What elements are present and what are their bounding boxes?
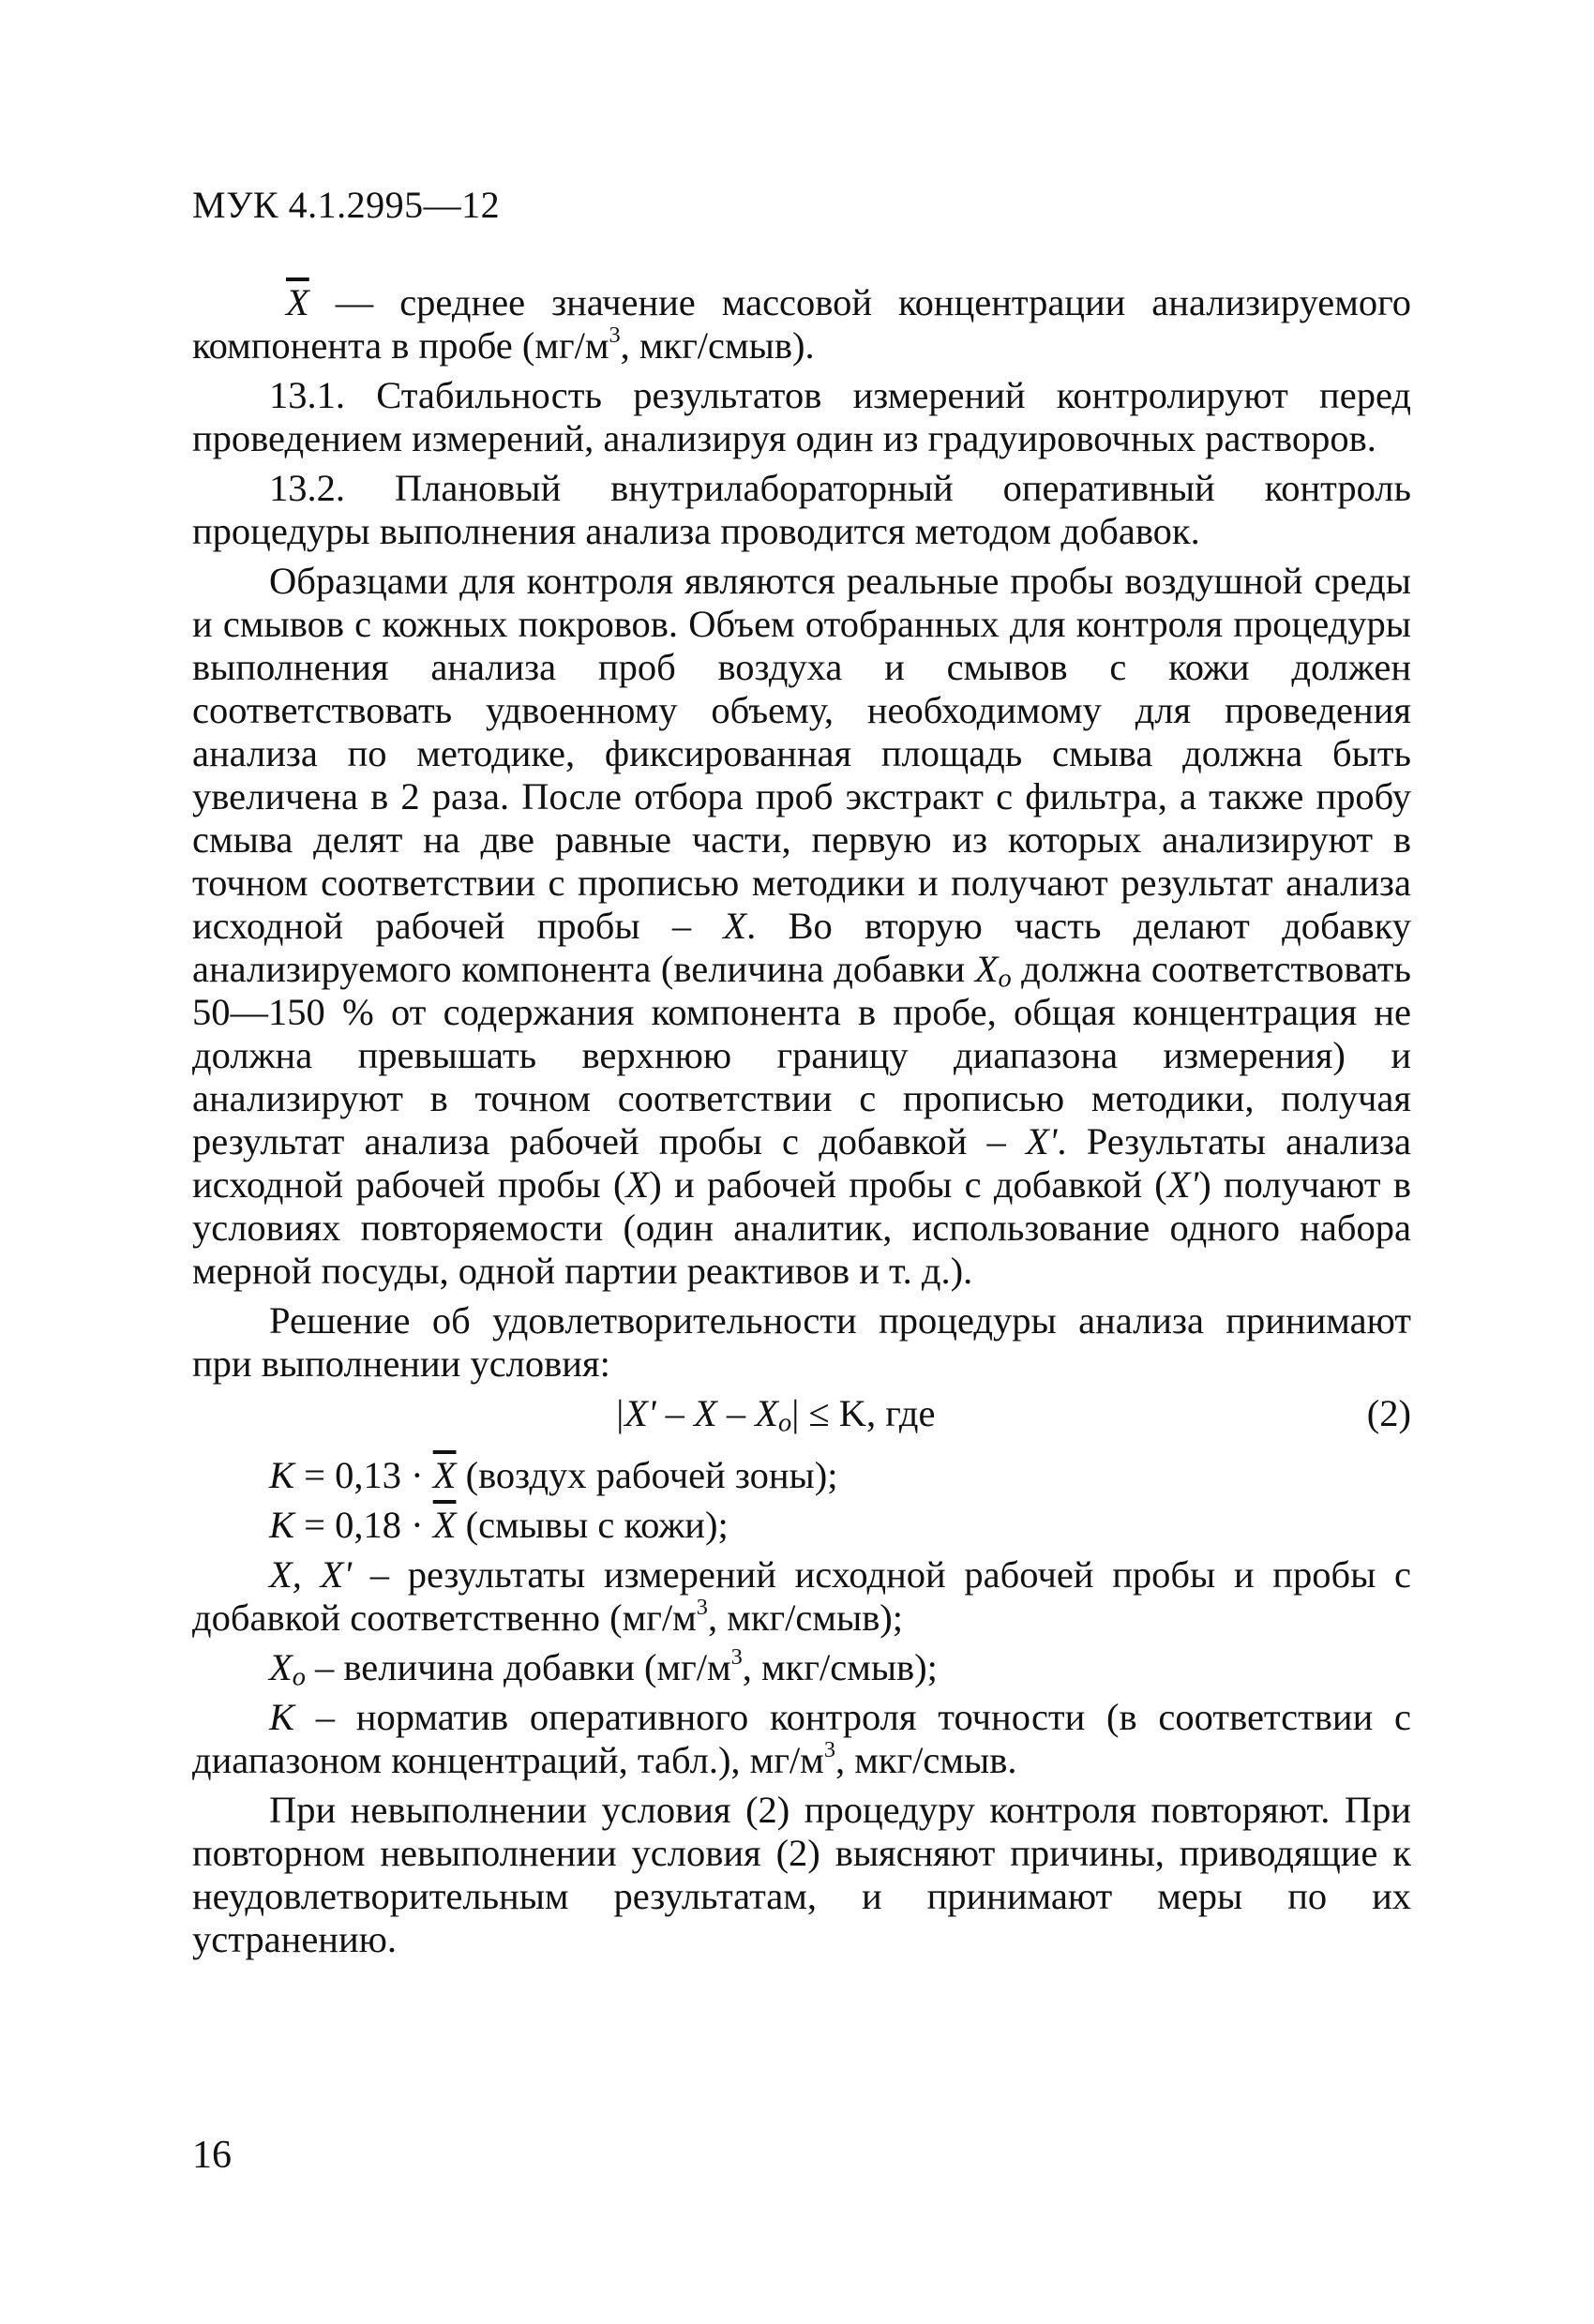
def-x: X, X' – результаты измерений исходной рабочей пробы и пробы с добавкой соответственно ($мг/м^3$, мкг/смыв);	[192, 1553, 1411, 1639]
k-air-line: $K = 0,13 \cdot \overline{X}$ (воздух рабочей зоны);	[269, 1454, 838, 1496]
paragraph-13-1: 13.1. Стабильность результатов измерений контролируют перед проведением измерений, анализируя один из градуировочных растворов.	[192, 374, 1411, 459]
document-header: МУК 4.1.2995—12	[192, 184, 501, 226]
def-x0: $X_o$ – величина добавки ($мг/м^3$, мкг/смыв);	[269, 1644, 938, 1692]
paragraph-decision: Решение об удовлетворительности процедуры анализа принимают при выполнении условия:	[192, 1299, 1411, 1385]
def-xbar: $\overline{X}$ — среднее значение массовой концентрации анализируемого компонента в пробе ($мг/м^3$, мкг/смыв).	[192, 281, 1411, 367]
paragraph-fail: При невыполнении условия (2) процедуру контроля повторяют. При повторном невыполнении условия (2) выясняют причины, приводящие к неудовлетворительным результатам, и принимают меры по их устранению.	[192, 1789, 1411, 1960]
formula-number: (2)	[1366, 1392, 1411, 1434]
page-number: 16	[192, 2134, 232, 2177]
paragraph-13-2: 13.2. Плановый внутрилабораторный оперативный контроль процедуры выполнения анализа проводится методом добавок.	[192, 467, 1411, 552]
document-body	[192, 281, 1411, 1968]
formula-expression: $|X' - X - X_o| \le K$, где	[614, 1392, 936, 1438]
def-k: K – норматив оперативного контроля точности (в соответствии с диапазоном концентраций, табл.), $мг/м^3$, мкг/смыв.	[192, 1696, 1411, 1781]
k-wash-line: $K = 0,18 \cdot \overline{X}$ (смывы с кожи);	[269, 1504, 729, 1546]
paragraph-samples: Образцами для контроля являются реальные пробы воздушной среды и смывов с кожных покровов. Объем отобранных для контроля процедуры выполнения анализа проб воздуха и смывов с кожи должен соответствовать удвоенному объему, необходимому для проведения анализа по методике, фиксированная площадь смыва должна быть увеличена в 2 раза. После отбора проб экстракт с фильтра, а также пробу смыва делят на две равные части, первую из которых анализируют в точном соответствии с прописью методики и получают результат анализа исходной рабочей пробы – X. Во вторую часть делают добавку анализируемого компонента (величина добавки $X_o$ должна соответствовать 50—150 % от содержания компонента в пробе, общая концентрация не должна превышать верхнюю границу диапазона измерения) и анализируют в точном соответствии с прописью методики, получая результат анализа рабочей пробы с добавкой – X'. Результаты анализа исходной рабочей пробы (X) и рабочей пробы с добавкой (X') получают в условиях повторяемости (один аналитик, использование одного набора мерной посуды, одной партии реактивов и т. д.).	[192, 560, 1412, 1292]
symbol-xbar: $\overline{X}$	[286, 281, 309, 323]
formula-2	[192, 1392, 1411, 1443]
